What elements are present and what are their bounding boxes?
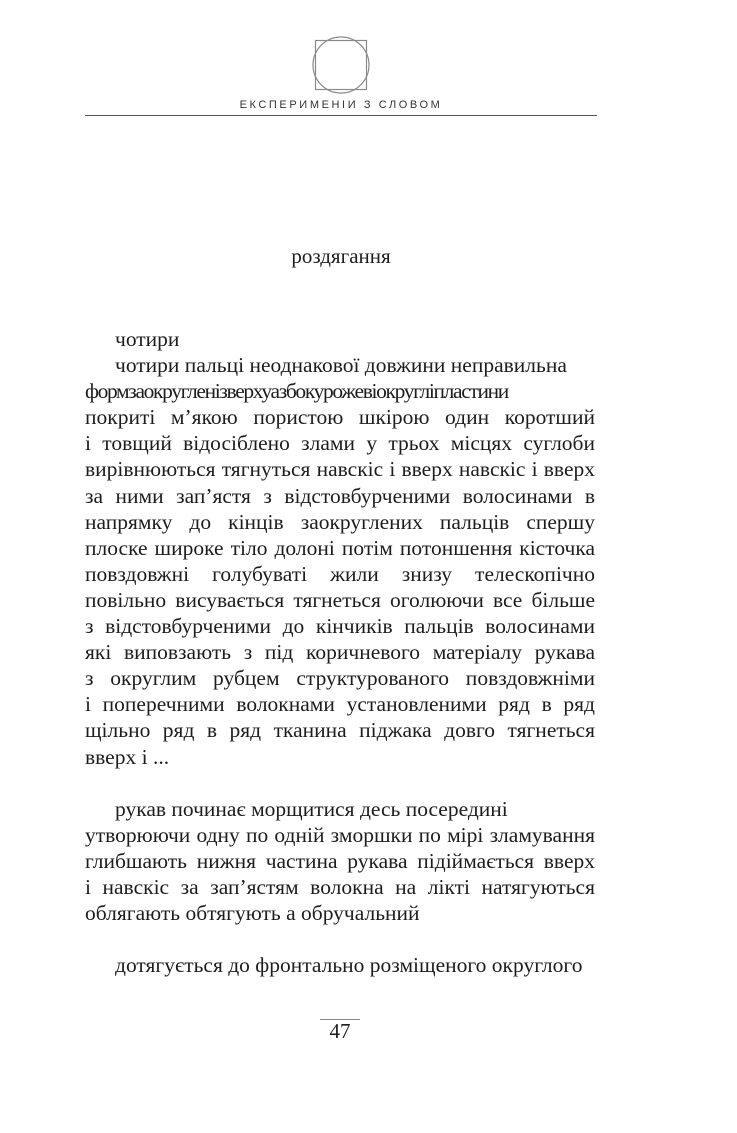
text-line: покриті м’якою пористою шкірою один коротший [85,405,595,430]
poem-body [85,326,595,978]
text-line: і навскіс за зап’ястям волокна на лікті натягуються [85,874,595,899]
header-emblem-icon [311,36,371,94]
stanza-break [85,770,595,796]
text-line: за ними зап’ястя з відстовбурченими волосинами в [85,483,595,508]
text-line: рукав починає морщитися десь посередині [115,796,508,821]
page-number: 47 [320,1019,360,1042]
text-line: і товщий відосіблено злами у трьох місцях суглоби [85,431,595,456]
text-line: повільно висувається тягнеться оголюючи все більше [85,587,595,612]
poem-title: роздягання [291,244,391,268]
stanza-break [85,926,595,952]
text-line: чотири [115,327,180,351]
text-line: облягають обтягують а обручальний [85,901,420,926]
text-line: які виповзають з під коричневого матеріалу рукава [85,640,595,665]
header-rule [85,115,597,116]
text-line: з округлим рубцем структурованого повздовжніми [85,666,595,691]
text-line: чотири пальці неоднакової довжини неправильна [115,353,567,378]
text-line: напрямку до кінців заокруглених пальців спершу [85,509,595,534]
text-line: щільно ряд в ряд тканина піджака довго тягнеться [85,718,595,743]
text-line: вверх і ... [85,744,170,769]
text-line: з відстовбурченими до кінчиків пальців волосинами [85,614,595,639]
text-line: плоске широке тіло долоні потім потоншення кісточка [85,535,595,560]
text-line: вирівнюються тягнуться навскіс і вверх навскіс і вверх [85,457,595,482]
running-title: ЕКСПЕРИМЕНІИ З СЛОВОМ [239,99,443,111]
text-line: глибшають нижня частина рукава підіймається вверх [85,848,595,873]
text-line: утворюючи одну по одній зморшки по мірі зламування [85,822,595,847]
text-line: дотягується до фронтально розміщеного округлого [115,953,583,978]
text-line: повздовжні голубуваті жили знизу телескопічно [85,561,595,586]
text-line: формзаокругленізверхуазбокурожевіокругліпластини [85,379,508,404]
text-line: і поперечними волокнами установленими ряд в ряд [85,692,595,717]
